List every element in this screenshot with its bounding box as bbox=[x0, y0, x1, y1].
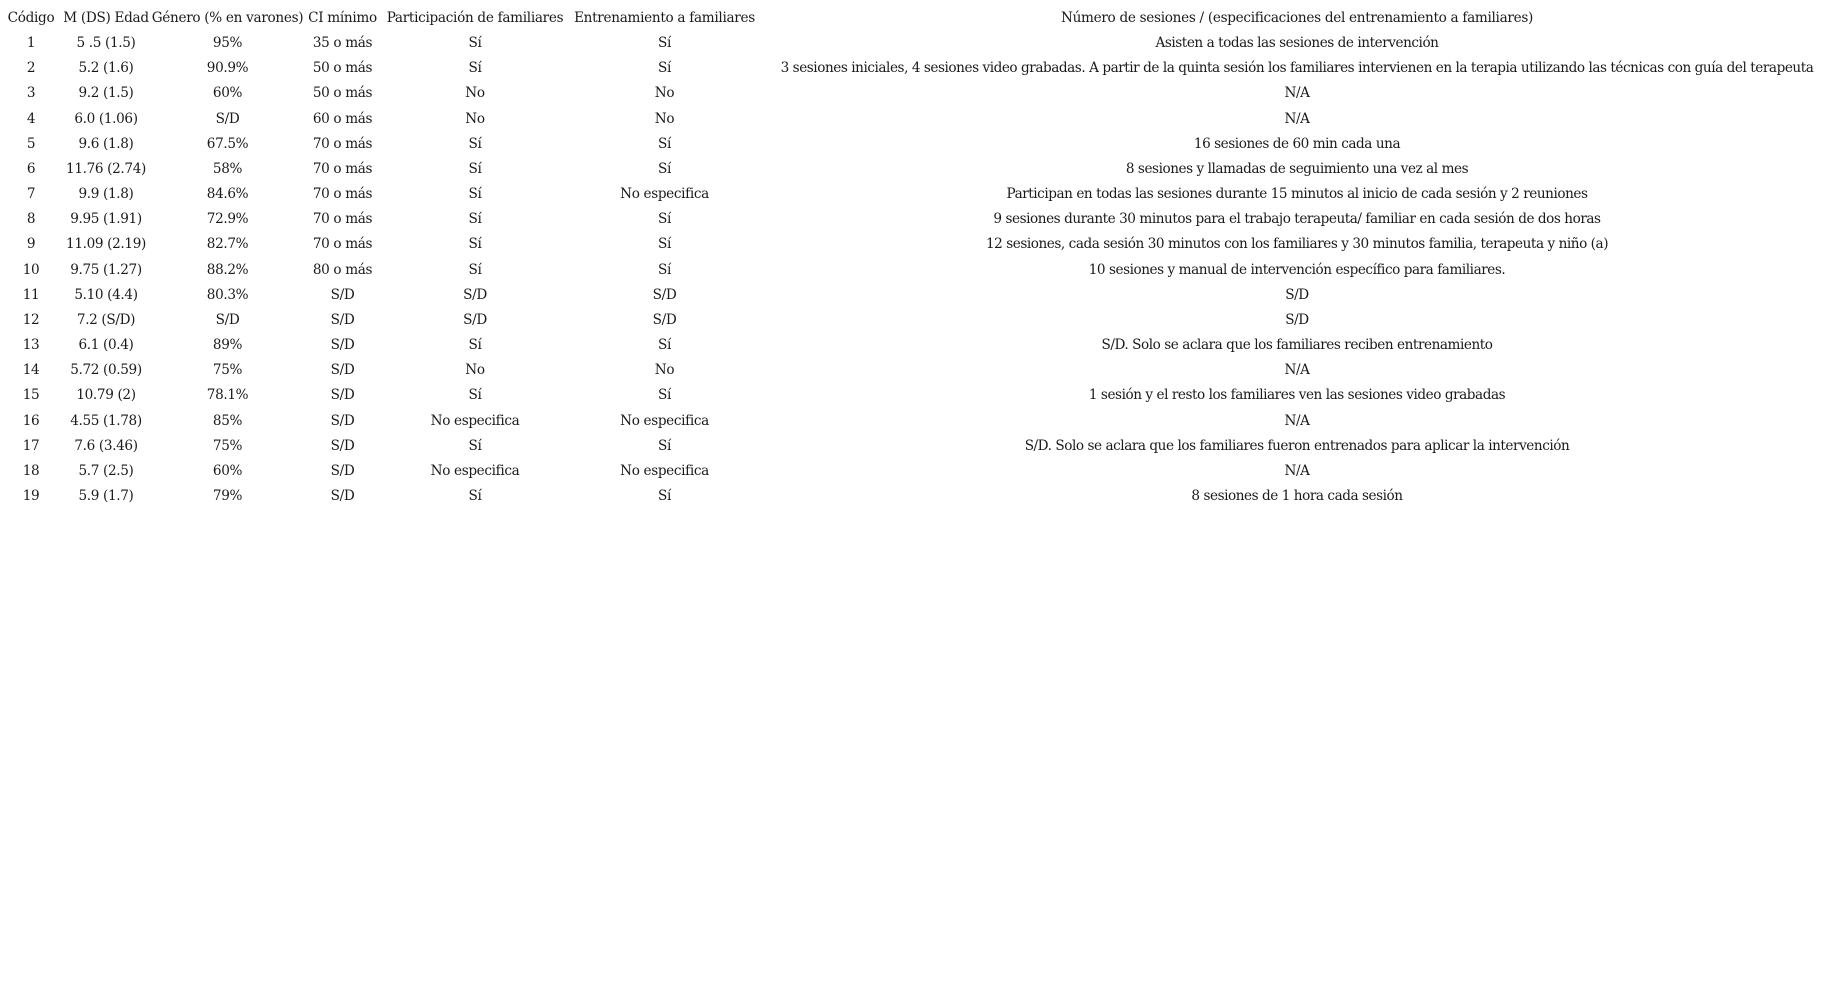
cell-ci-minimo: S/D bbox=[330, 462, 355, 479]
cell-sesiones: 12 sesiones, cada sesión 30 minutos con los familiares y 30 minutos familia, terapeuta y niño (a) bbox=[985, 236, 1609, 253]
cell-entrenamiento: Sí bbox=[658, 437, 671, 454]
cell-entrenamiento: Sí bbox=[658, 236, 671, 253]
cell-sesiones: 8 sesiones y llamadas de seguimiento una vez al mes bbox=[1125, 160, 1469, 177]
table-row bbox=[0, 207, 1835, 232]
cell-participacion: Sí bbox=[468, 186, 482, 203]
cell-edad: 9.95 (1.91) bbox=[70, 211, 142, 228]
cell-codigo: 1 bbox=[26, 35, 36, 52]
cell-edad: 11.76 (2.74) bbox=[66, 160, 146, 177]
table-row bbox=[0, 132, 1835, 157]
cell-edad: 11.09 (2.19) bbox=[66, 236, 146, 253]
cell-entrenamiento: No especifica bbox=[620, 462, 709, 479]
table-row bbox=[0, 81, 1835, 106]
table-row bbox=[0, 459, 1835, 484]
cell-entrenamiento: No bbox=[654, 110, 675, 127]
cell-ci-minimo: S/D bbox=[330, 412, 355, 429]
cell-ci-minimo: 50 o más bbox=[312, 85, 373, 102]
cell-codigo: 17 bbox=[22, 437, 40, 454]
cell-ci-minimo: 80 o más bbox=[312, 261, 373, 278]
cell-edad: 10.79 (2) bbox=[76, 387, 136, 404]
cell-participacion: No bbox=[465, 362, 485, 379]
cell-participacion: S/D bbox=[463, 311, 487, 328]
cell-genero: 72.9% bbox=[206, 211, 249, 228]
cell-entrenamiento: No especifica bbox=[620, 412, 709, 429]
cell-codigo: 13 bbox=[22, 337, 40, 354]
cell-entrenamiento: No bbox=[654, 85, 675, 102]
cell-genero: 82.7% bbox=[206, 236, 249, 253]
cell-genero: 75% bbox=[212, 362, 243, 379]
cell-codigo: 3 bbox=[26, 85, 36, 102]
table-row bbox=[0, 283, 1835, 308]
cell-genero: 88.2% bbox=[206, 261, 249, 278]
header-codigo: Código bbox=[7, 10, 55, 26]
cell-entrenamiento: Sí bbox=[658, 261, 671, 278]
cell-participacion: No bbox=[465, 110, 485, 127]
cell-ci-minimo: S/D bbox=[330, 311, 355, 328]
cell-sesiones: Participan en todas las sesiones durante 15 minutos al inicio de cada sesión y 2 reuniones bbox=[1006, 186, 1588, 203]
cell-genero: 95% bbox=[212, 35, 243, 52]
cell-codigo: 12 bbox=[22, 311, 40, 328]
cell-entrenamiento: Sí bbox=[658, 135, 671, 152]
cell-participacion: S/D bbox=[463, 286, 487, 303]
cell-sesiones: N/A bbox=[1284, 412, 1310, 429]
header-participacion: Participación de familiares bbox=[386, 10, 564, 26]
cell-ci-minimo: 70 o más bbox=[312, 211, 373, 228]
cell-codigo: 19 bbox=[22, 487, 40, 504]
table-row bbox=[0, 308, 1835, 333]
cell-codigo: 5 bbox=[26, 135, 36, 152]
cell-entrenamiento: S/D bbox=[652, 286, 677, 303]
cell-codigo: 2 bbox=[26, 60, 36, 77]
cell-participacion: Sí bbox=[468, 261, 482, 278]
cell-ci-minimo: 60 o más bbox=[312, 110, 373, 127]
cell-ci-minimo: 50 o más bbox=[312, 60, 373, 77]
cell-genero: 84.6% bbox=[206, 186, 249, 203]
cell-genero: 78.1% bbox=[206, 387, 249, 404]
cell-edad: 9.75 (1.27) bbox=[70, 261, 142, 278]
cell-edad: 4.55 (1.78) bbox=[70, 412, 142, 429]
cell-codigo: 8 bbox=[26, 211, 36, 228]
cell-codigo: 18 bbox=[22, 462, 40, 479]
header-edad: M (DS) Edad bbox=[63, 10, 149, 26]
table-body bbox=[0, 31, 1835, 509]
cell-edad: 5.10 (4.4) bbox=[74, 286, 138, 303]
document-table-container bbox=[0, 6, 1835, 509]
cell-edad: 5.72 (0.59) bbox=[70, 362, 142, 379]
cell-entrenamiento: Sí bbox=[658, 160, 671, 177]
cell-participacion: Sí bbox=[468, 487, 482, 504]
cell-participacion: Sí bbox=[468, 35, 482, 52]
table-row bbox=[0, 333, 1835, 358]
cell-sesiones: Asisten a todas las sesiones de intervención bbox=[1155, 35, 1439, 52]
cell-genero: 58% bbox=[212, 160, 243, 177]
cell-entrenamiento: Sí bbox=[658, 487, 671, 504]
cell-participacion: No bbox=[465, 85, 485, 102]
table-row bbox=[0, 31, 1835, 56]
cell-sesiones: S/D bbox=[1285, 311, 1309, 328]
cell-ci-minimo: S/D bbox=[330, 337, 355, 354]
cell-sesiones: S/D. Solo se aclara que los familiares reciben entrenamiento bbox=[1101, 337, 1493, 354]
table-row bbox=[0, 383, 1835, 408]
cell-entrenamiento: Sí bbox=[658, 387, 671, 404]
header-genero: Género (% en varones) bbox=[151, 10, 304, 26]
cell-ci-minimo: S/D bbox=[330, 387, 355, 404]
cell-sesiones: 10 sesiones y manual de intervención específico para familiares. bbox=[1088, 261, 1506, 278]
cell-genero: 90.9% bbox=[206, 60, 249, 77]
table-header-row bbox=[0, 6, 1835, 31]
cell-edad: 6.0 (1.06) bbox=[74, 110, 138, 127]
cell-genero: 79% bbox=[212, 487, 243, 504]
cell-participacion: Sí bbox=[468, 337, 482, 354]
cell-ci-minimo: 70 o más bbox=[312, 160, 373, 177]
cell-codigo: 14 bbox=[22, 362, 40, 379]
cell-edad: 9.6 (1.8) bbox=[78, 135, 134, 152]
cell-codigo: 10 bbox=[22, 261, 40, 278]
cell-sesiones: 1 sesión y el resto los familiares ven las sesiones video grabadas bbox=[1088, 387, 1506, 404]
cell-ci-minimo: 70 o más bbox=[312, 135, 373, 152]
cell-codigo: 9 bbox=[26, 236, 36, 253]
cell-ci-minimo: 35 o más bbox=[312, 35, 373, 52]
cell-genero: 75% bbox=[212, 437, 243, 454]
cell-edad: 7.6 (3.46) bbox=[74, 437, 138, 454]
header-entrenamiento: Entrenamiento a familiares bbox=[574, 10, 755, 26]
studies-table bbox=[0, 6, 1835, 509]
cell-ci-minimo: S/D bbox=[330, 437, 355, 454]
cell-edad: 6.1 (0.4) bbox=[78, 337, 134, 354]
table-row bbox=[0, 434, 1835, 459]
cell-codigo: 16 bbox=[22, 412, 40, 429]
cell-ci-minimo: S/D bbox=[330, 362, 355, 379]
cell-edad: 5.2 (1.6) bbox=[78, 60, 134, 77]
cell-participacion: Sí bbox=[468, 211, 482, 228]
cell-codigo: 7 bbox=[26, 186, 36, 203]
cell-genero: 60% bbox=[212, 462, 243, 479]
table-row bbox=[0, 56, 1835, 81]
cell-participacion: Sí bbox=[468, 437, 482, 454]
cell-ci-minimo: S/D bbox=[330, 487, 355, 504]
cell-codigo: 15 bbox=[22, 387, 40, 404]
table-row bbox=[0, 358, 1835, 383]
cell-edad: 5.9 (1.7) bbox=[78, 487, 134, 504]
header-sesiones: Número de sesiones / (especificaciones del entrenamiento a familiares) bbox=[1060, 10, 1534, 26]
cell-participacion: No especifica bbox=[430, 462, 520, 479]
cell-genero: 60% bbox=[212, 85, 243, 102]
header-ci-minimo: CI mínimo bbox=[308, 10, 377, 26]
cell-sesiones: 9 sesiones durante 30 minutos para el trabajo terapeuta/ familiar en cada sesión de dos horas bbox=[993, 211, 1601, 228]
cell-codigo: 4 bbox=[26, 110, 36, 127]
cell-sesiones: 3 sesiones iniciales, 4 sesiones video grabadas. A partir de la quinta sesión los familiares intervienen en la terapia utilizando las técnicas con guía del terapeuta bbox=[780, 60, 1814, 77]
cell-entrenamiento: S/D bbox=[652, 311, 677, 328]
cell-entrenamiento: No especifica bbox=[620, 186, 709, 203]
table-row bbox=[0, 157, 1835, 182]
cell-sesiones: S/D bbox=[1285, 286, 1309, 303]
cell-genero: 85% bbox=[212, 412, 243, 429]
cell-genero: S/D bbox=[215, 110, 240, 127]
cell-entrenamiento: Sí bbox=[658, 35, 671, 52]
cell-participacion: Sí bbox=[468, 135, 482, 152]
cell-sesiones: 16 sesiones de 60 min cada una bbox=[1193, 135, 1401, 152]
cell-ci-minimo: S/D bbox=[330, 286, 355, 303]
cell-participacion: Sí bbox=[468, 236, 482, 253]
cell-sesiones: S/D. Solo se aclara que los familiares fueron entrenados para aplicar la intervención bbox=[1024, 437, 1570, 454]
table-row bbox=[0, 258, 1835, 283]
table-row bbox=[0, 409, 1835, 434]
cell-entrenamiento: Sí bbox=[658, 211, 671, 228]
cell-codigo: 11 bbox=[22, 286, 40, 303]
cell-ci-minimo: 70 o más bbox=[312, 236, 373, 253]
cell-entrenamiento: No bbox=[654, 362, 675, 379]
cell-edad: 9.2 (1.5) bbox=[78, 85, 134, 102]
cell-genero: 80.3% bbox=[206, 286, 249, 303]
cell-sesiones: 8 sesiones de 1 hora cada sesión bbox=[1191, 487, 1403, 504]
table-row bbox=[0, 484, 1835, 509]
table-row bbox=[0, 107, 1835, 132]
cell-edad: 5.7 (2.5) bbox=[78, 462, 134, 479]
cell-entrenamiento: Sí bbox=[658, 60, 671, 77]
cell-edad: 7.2 (S/D) bbox=[76, 311, 136, 328]
cell-participacion: No especifica bbox=[430, 412, 520, 429]
cell-edad: 9.9 (1.8) bbox=[78, 186, 134, 203]
cell-sesiones: N/A bbox=[1284, 85, 1310, 102]
cell-codigo: 6 bbox=[26, 160, 36, 177]
cell-participacion: Sí bbox=[468, 160, 482, 177]
cell-genero: S/D bbox=[215, 311, 240, 328]
cell-ci-minimo: 70 o más bbox=[312, 186, 373, 203]
table-row bbox=[0, 182, 1835, 207]
table-row bbox=[0, 232, 1835, 257]
cell-genero: 89% bbox=[212, 337, 243, 354]
cell-edad: 5 .5 (1.5) bbox=[76, 35, 136, 52]
cell-participacion: Sí bbox=[468, 60, 482, 77]
cell-entrenamiento: Sí bbox=[658, 337, 671, 354]
cell-sesiones: N/A bbox=[1284, 110, 1310, 127]
cell-sesiones: N/A bbox=[1284, 462, 1310, 479]
cell-sesiones: N/A bbox=[1284, 362, 1310, 379]
cell-participacion: Sí bbox=[468, 387, 482, 404]
cell-genero: 67.5% bbox=[206, 135, 249, 152]
